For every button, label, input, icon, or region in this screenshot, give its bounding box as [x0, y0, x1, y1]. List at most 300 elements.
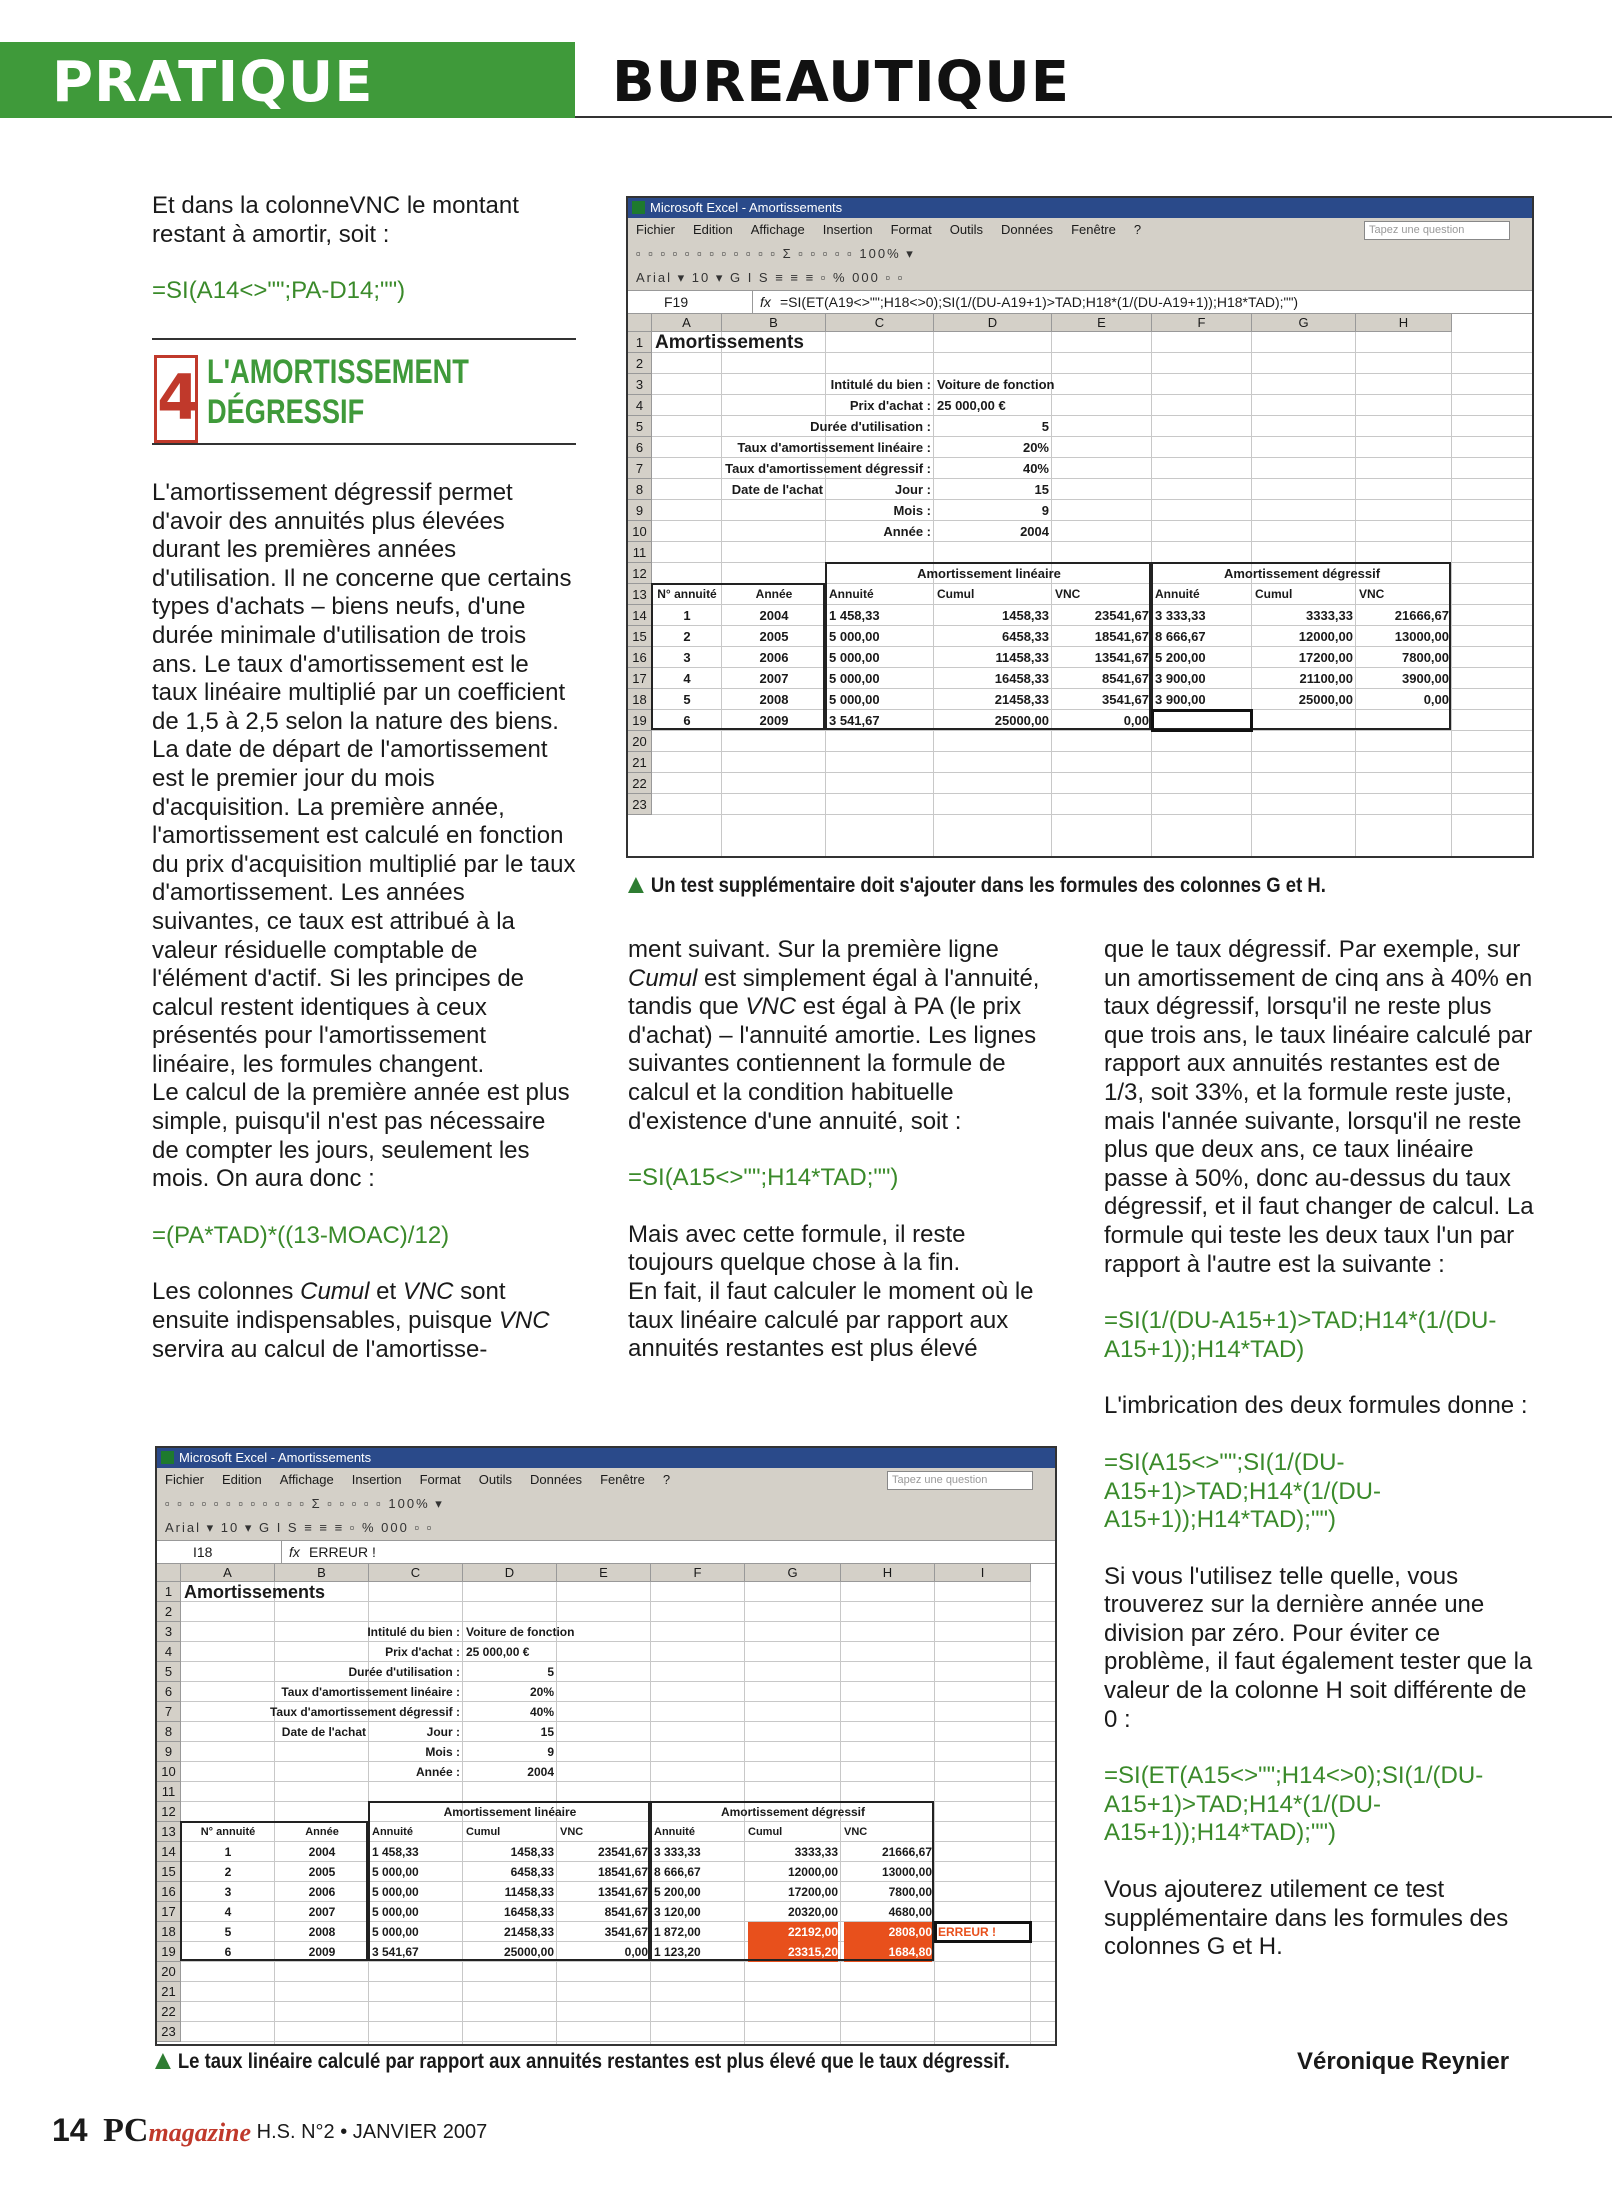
- text-run: est simplement égal à l'annuité, tandis que: [628, 964, 1040, 1021]
- lin-cumul: 6458,33: [510, 1865, 554, 1879]
- col3-para2: L'imbrication des deux formules donne :: [1104, 1392, 1528, 1420]
- row-header-15[interactable]: 15: [628, 626, 652, 647]
- gridline-row: [181, 2041, 1055, 2042]
- col1-top: [152, 192, 572, 334]
- lin-vnc: 23541,67: [597, 1845, 648, 1859]
- row-header-11[interactable]: 11: [157, 1782, 181, 1802]
- col1-para3: [152, 1278, 576, 1364]
- row-header-4[interactable]: 4: [157, 1642, 181, 1662]
- deg-annuite: 3 333,33: [654, 1845, 701, 1859]
- col3-para1: que le taux dégressif. Par exemple, sur un amortissement de cinq ans à 40% en taux dégressif, lorsqu'il ne reste plus que trois ans, le taux linéaire calculé par rapport aux annuités restantes est de 1/3, soit 33%, et la formule reste juste, mais l'année suivante, lorsqu'il ne reste plus que deux ans, ce taux linéaire passe à 50%, donc au-dessus du taux dégressif, et il faut changer de calcul. La formule qui teste les deux taux l'un par rapport à l'autre est la suivante :: [1104, 936, 1534, 1278]
- label-intitule: Intitulé du bien :: [367, 1625, 460, 1639]
- gridline-col: [274, 1582, 275, 2044]
- lin-annuite: 5 000,00: [829, 650, 880, 665]
- brand-pc: PC: [103, 2112, 149, 2149]
- column-label-1: Année: [755, 587, 793, 601]
- annuity-number: 3: [683, 650, 691, 665]
- triangle-icon: [155, 2053, 171, 2069]
- column-label-4: VNC: [1055, 587, 1081, 601]
- row-header-23[interactable]: 23: [157, 2022, 181, 2042]
- column-label-3: Cumul: [937, 587, 975, 601]
- gridline-row: [652, 541, 1532, 542]
- deg-cumul: 21100,00: [1299, 671, 1353, 686]
- deg-annuite: 1 123,20: [654, 1945, 701, 1959]
- header-rule: [575, 116, 1612, 118]
- gridline-row: [652, 772, 1532, 773]
- row-header-16[interactable]: 16: [157, 1882, 181, 1902]
- value-prix: 25 000,00 €: [937, 398, 1006, 413]
- label-duree: Durée d'utilisation :: [348, 1665, 460, 1679]
- ask-question-input[interactable]: Tapez une question: [887, 1471, 1033, 1490]
- excel-app-icon: [161, 1451, 174, 1464]
- column-label-1: Année: [305, 1826, 339, 1838]
- deg-annuite: 8 666,67: [1155, 629, 1206, 644]
- excel-app-icon: [632, 201, 645, 214]
- issue-info: H.S. N°2 • JANVIER 2007: [256, 2121, 488, 2143]
- value-annee: 2004: [1020, 524, 1049, 539]
- row-header-7[interactable]: 7: [628, 458, 652, 479]
- table-border-left: [651, 583, 825, 730]
- annuity-year: 2007: [308, 1905, 336, 1919]
- value-prix: 25 000,00 €: [466, 1645, 530, 1659]
- label-taux-degressif: Taux d'amortissement dégressif :: [725, 461, 931, 476]
- annuity-number: 4: [683, 671, 691, 686]
- deg-annuite: 3 900,00: [1155, 671, 1206, 686]
- column-label-5: Annuité: [654, 1826, 695, 1838]
- lin-cumul: 6458,33: [1002, 629, 1049, 644]
- format-toolbar[interactable]: Arial ▾ 10 ▾ G I S ≡ ≡ ≡ ▫ % 000 ▫ ▫: [636, 270, 905, 285]
- row-header-20[interactable]: 20: [157, 1962, 181, 1982]
- lin-annuite: 3 541,67: [829, 713, 880, 728]
- section-title: [207, 352, 469, 432]
- row-header-7[interactable]: 7: [157, 1702, 181, 1722]
- menu-item-0[interactable]: Fichier: [636, 222, 676, 237]
- menu-item-2[interactable]: Affichage: [279, 1472, 334, 1487]
- column-label-3: Cumul: [466, 1826, 501, 1838]
- gridline-row: [181, 1761, 1055, 1762]
- row-header-19[interactable]: 19: [157, 1942, 181, 1962]
- row-header-23[interactable]: 23: [628, 794, 652, 815]
- label-prix: Prix d'achat :: [385, 1645, 460, 1659]
- row-header-15[interactable]: 15: [157, 1862, 181, 1882]
- deg-cumul: 3333,33: [794, 1845, 838, 1859]
- col1-formula2: =(PA*TAD)*((13-MOAC)/12): [152, 1221, 450, 1249]
- deg-vnc: 1684,80: [844, 1942, 932, 1962]
- triangle-icon: [628, 877, 644, 893]
- row-header-2[interactable]: 2: [628, 353, 652, 374]
- column-label-7: VNC: [1359, 587, 1385, 601]
- menu-item-8[interactable]: ?: [662, 1472, 671, 1487]
- section-number: 4: [154, 355, 198, 443]
- group-header-lineaire: Amortissement linéaire: [917, 566, 1061, 581]
- menu-bar: [157, 1468, 1055, 1492]
- deg-vnc: 21666,67: [881, 1845, 932, 1859]
- deg-cumul: 3333,33: [1306, 608, 1353, 623]
- standard-toolbar[interactable]: ▫ ▫ ▫ ▫ ▫ ▫ ▫ ▫ ▫ ▫ ▫ ▫ Σ ▫ ▫ ▫ ▫ ▫ 100% ▾: [636, 246, 915, 261]
- row-header-22[interactable]: 22: [157, 2002, 181, 2022]
- deg-vnc: 2808,00: [844, 1922, 932, 1942]
- lin-annuite: 5 000,00: [372, 1865, 419, 1879]
- label-taux-degressif: Taux d'amortissement dégressif :: [269, 1705, 460, 1719]
- row-header-12[interactable]: 12: [628, 563, 652, 584]
- value-taux-lineaire: 20%: [1022, 440, 1049, 455]
- row-header-17[interactable]: 17: [628, 668, 652, 689]
- column-label-0: N° annuité: [657, 587, 717, 601]
- menu-item-5[interactable]: Outils: [949, 222, 984, 237]
- gridline-col: [934, 1582, 935, 2044]
- row-header-8[interactable]: 8: [157, 1722, 181, 1742]
- col3-para3: Si vous l'utilisez telle quelle, vous trouverez sur la dernière année une division par zéro. Pour éviter ce problème, il faut également tester que la valeur de la colonne H soit différente de 0 :: [1104, 1562, 1533, 1733]
- column-label-6: Cumul: [748, 1826, 783, 1838]
- brand-logo: [103, 2112, 251, 2149]
- lin-vnc: 3541,67: [604, 1925, 648, 1939]
- column-header-A[interactable]: A: [652, 314, 722, 332]
- value-duree: 5: [547, 1665, 554, 1679]
- selected-cell-F19[interactable]: [1151, 709, 1253, 732]
- deg-annuite: 8 666,67: [654, 1865, 701, 1879]
- row-header-6[interactable]: 6: [157, 1682, 181, 1702]
- column-header-F[interactable]: F: [1152, 314, 1252, 332]
- column-header-D[interactable]: D: [463, 1564, 557, 1582]
- lin-annuite: 1 458,33: [829, 608, 880, 623]
- row-header-14[interactable]: 14: [628, 605, 652, 626]
- deg-vnc: 7800,00: [888, 1885, 932, 1899]
- label-jour: Jour :: [894, 482, 931, 497]
- section-title-line2: DÉGRESSIF: [207, 393, 365, 431]
- lin-annuite: 5 000,00: [829, 671, 880, 686]
- value-mois: 9: [547, 1745, 554, 1759]
- row-header-3[interactable]: 3: [628, 374, 652, 395]
- annuity-year: 2008: [308, 1925, 336, 1939]
- text-run: sont ensuite indispensables, puisque: [152, 1278, 506, 1335]
- menu-item-7[interactable]: Fenêtre: [1071, 222, 1116, 237]
- lin-cumul: 1458,33: [1002, 608, 1049, 623]
- menu-item-7[interactable]: Fenêtre: [600, 1472, 645, 1487]
- menu-item-4[interactable]: Format: [890, 222, 932, 237]
- annuity-year: 2005: [759, 629, 789, 644]
- annuity-number: 5: [224, 1925, 232, 1939]
- gridline-row: [181, 2021, 1055, 2022]
- row-header-13[interactable]: 13: [157, 1822, 181, 1842]
- select-all[interactable]: [628, 314, 652, 332]
- annuity-year: 2004: [759, 608, 789, 623]
- value-intitule: Voiture de fonction: [937, 377, 1055, 392]
- deg-annuite: 5 200,00: [1155, 650, 1206, 665]
- row-header-19[interactable]: 19: [628, 710, 652, 731]
- deg-cumul: 12000,00: [787, 1865, 838, 1879]
- col3-body: [1104, 936, 1534, 1990]
- deg-vnc: 13000,00: [1394, 629, 1449, 644]
- formula-content[interactable]: ERREUR !: [309, 1544, 376, 1560]
- column-header-E[interactable]: E: [1052, 314, 1152, 332]
- ask-question-input[interactable]: Tapez une question: [1364, 221, 1510, 240]
- menu-item-8[interactable]: ?: [1133, 222, 1142, 237]
- text-run: Les colonnes: [152, 1278, 301, 1306]
- value-jour: 15: [1034, 482, 1049, 497]
- label-intitule: Intitulé du bien :: [830, 377, 931, 392]
- row-header-21[interactable]: 21: [157, 1982, 181, 2002]
- col3-formula2: =SI(A15<>"";SI(1/(DU-A15+1)>TAD;H14*(1/(DU-A15+1));H14*TAD);""): [1104, 1448, 1381, 1534]
- sheet-title: Amortissements: [655, 332, 804, 353]
- lin-cumul: 16458,33: [994, 671, 1049, 686]
- name-box[interactable]: I18: [157, 1541, 282, 1563]
- row-header-21[interactable]: 21: [628, 752, 652, 773]
- row-header-3[interactable]: 3: [157, 1622, 181, 1642]
- menu-item-1[interactable]: Edition: [222, 1472, 262, 1487]
- lin-vnc: 23541,67: [1094, 608, 1149, 623]
- lin-cumul: 1458,33: [510, 1845, 554, 1859]
- selected-cell-I18[interactable]: [934, 1921, 1032, 1943]
- name-box[interactable]: F19: [628, 291, 753, 313]
- row-header-5[interactable]: 5: [628, 416, 652, 437]
- row-header-14[interactable]: 14: [157, 1842, 181, 1862]
- menu-item-2[interactable]: Affichage: [750, 222, 805, 237]
- formula-bar[interactable]: [628, 290, 1532, 314]
- group-header-lineaire: Amortissement linéaire: [443, 1805, 577, 1819]
- select-all[interactable]: [157, 1564, 181, 1582]
- lin-annuite: 5 000,00: [372, 1885, 419, 1899]
- menu-item-1[interactable]: Edition: [693, 222, 733, 237]
- gridline-row: [181, 1981, 1055, 1982]
- annuity-number: 5: [683, 692, 691, 707]
- row-header-1[interactable]: 1: [157, 1582, 181, 1602]
- col1-formula1: =SI(A14<>"";PA-D14;""): [152, 277, 406, 305]
- gridline-row: [652, 793, 1532, 794]
- column-header-C[interactable]: C: [826, 314, 934, 332]
- lin-vnc: 13541,67: [1094, 650, 1149, 665]
- annuity-year: 2007: [759, 671, 789, 686]
- table-border-degressif: [1151, 562, 1451, 730]
- caption-2-text: Le taux linéaire calculé par rapport aux annuités restantes est plus élevé que le taux dégressif.: [177, 2050, 1010, 2073]
- lin-vnc: 3541,67: [1102, 692, 1149, 707]
- label-taux-lineaire: Taux d'amortissement linéaire :: [737, 440, 931, 455]
- lin-vnc: 18541,67: [1094, 629, 1149, 644]
- row-header-6[interactable]: 6: [628, 437, 652, 458]
- deg-vnc: 3900,00: [1402, 671, 1449, 686]
- section-title-line1: L'AMORTISSEMENT: [207, 353, 469, 391]
- table-border-lineaire: [368, 1801, 650, 1961]
- column-header-I[interactable]: I: [935, 1564, 1031, 1582]
- column-header-A[interactable]: A: [181, 1564, 275, 1582]
- deg-vnc: 21666,67: [1394, 608, 1449, 623]
- text-run-italic: VNC: [745, 993, 797, 1021]
- menu-item-3[interactable]: Insertion: [351, 1472, 402, 1487]
- gridline-row: [652, 814, 1532, 815]
- annuity-year: 2006: [308, 1885, 336, 1899]
- menu-item-4[interactable]: Format: [419, 1472, 461, 1487]
- menu-item-0[interactable]: Fichier: [165, 1472, 205, 1487]
- window-title: Microsoft Excel - Amortissements: [179, 1450, 372, 1465]
- col2-para3: En fait, il faut calculer le moment où le taux linéaire calculé par rapport aux annuités restantes est plus élevé: [628, 1277, 1034, 1363]
- menu-item-6[interactable]: Données: [1001, 222, 1054, 237]
- lin-cumul: 25000,00: [503, 1945, 554, 1959]
- value-taux-lineaire: 20%: [529, 1685, 554, 1699]
- text-run: servira au calcul de l'amortisse-: [152, 1335, 488, 1363]
- annuity-number: 3: [224, 1885, 232, 1899]
- spreadsheet-grid[interactable]: [157, 1564, 1055, 2044]
- label-duree: Durée d'utilisation :: [810, 419, 931, 434]
- title-bar: [628, 198, 1532, 218]
- value-duree: 5: [1041, 419, 1049, 434]
- value-taux-degressif: 40%: [1022, 461, 1049, 476]
- annuity-number: 6: [224, 1945, 232, 1959]
- column-label-0: N° annuité: [200, 1826, 256, 1838]
- table-border-lineaire: [825, 562, 1151, 730]
- gridline-col: [1451, 332, 1452, 856]
- section-label: PRATIQUE: [52, 50, 374, 115]
- row-header-12[interactable]: 12: [157, 1802, 181, 1822]
- format-toolbar[interactable]: Arial ▾ 10 ▾ G I S ≡ ≡ ≡ ▫ % 000 ▫ ▫: [165, 1520, 434, 1535]
- annuity-number: 1: [683, 608, 691, 623]
- column-header-G[interactable]: G: [745, 1564, 841, 1582]
- column-header-D[interactable]: D: [934, 314, 1052, 332]
- annuity-number: 2: [224, 1865, 232, 1879]
- lin-cumul: 16458,33: [503, 1905, 554, 1919]
- annuity-year: 2006: [759, 650, 789, 665]
- menu-item-5[interactable]: Outils: [478, 1472, 513, 1487]
- table-border-degressif: [650, 1801, 934, 1961]
- caption-1: [628, 874, 1326, 898]
- annuity-number: 1: [224, 1845, 232, 1859]
- deg-annuite: 3 333,33: [1155, 608, 1206, 623]
- table-border-left: [180, 1821, 368, 1961]
- lin-annuite: 5 000,00: [829, 692, 880, 707]
- section-rule-bottom: [152, 443, 576, 445]
- column-header-G[interactable]: G: [1252, 314, 1356, 332]
- deg-cumul: 23315,20: [748, 1942, 838, 1962]
- row-header-13[interactable]: 13: [628, 584, 652, 605]
- brand-magazine: magazine: [148, 2118, 252, 2147]
- row-header-10[interactable]: 10: [628, 521, 652, 542]
- annuity-number: 6: [683, 713, 691, 728]
- formula-bar[interactable]: [157, 1540, 1055, 1564]
- row-header-22[interactable]: 22: [628, 773, 652, 794]
- column-header-B[interactable]: B: [722, 314, 826, 332]
- column-header-E[interactable]: E: [557, 1564, 651, 1582]
- group-header-degressif: Amortissement dégressif: [720, 1805, 866, 1819]
- label-date-achat: Date de l'achat: [731, 482, 823, 497]
- annuity-number: 4: [224, 1905, 232, 1919]
- annuity-year: 2009: [308, 1945, 336, 1959]
- column-header-B[interactable]: B: [275, 1564, 369, 1582]
- category-title: BUREAUTIQUE: [612, 50, 1070, 115]
- gridline-col: [1030, 1582, 1031, 2044]
- lin-cumul: 11458,33: [504, 1885, 554, 1899]
- fx-icon: fx: [760, 294, 771, 310]
- text-run-italic: Cumul: [628, 964, 698, 992]
- fx-icon: fx: [289, 1544, 300, 1560]
- column-label-4: VNC: [560, 1826, 584, 1838]
- row-header-18[interactable]: 18: [628, 689, 652, 710]
- col2-body: [628, 936, 1048, 1392]
- formula-content[interactable]: =SI(ET(A19<>"";H18<>0);SI(1/(DU-A19+1)>TAD;H18*(1/(DU-A19+1));H18*TAD);""): [780, 294, 1299, 310]
- row-header-9[interactable]: 9: [628, 500, 652, 521]
- deg-cumul: 22192,00: [748, 1922, 838, 1942]
- lin-annuite: 1 458,33: [372, 1845, 419, 1859]
- column-label-6: Cumul: [1255, 587, 1293, 601]
- lin-annuite: 5 000,00: [372, 1925, 419, 1939]
- author-name: Véronique Reynier: [1297, 2048, 1510, 2075]
- row-header-1[interactable]: 1: [628, 332, 652, 353]
- row-header-5[interactable]: 5: [157, 1662, 181, 1682]
- row-header-2[interactable]: 2: [157, 1602, 181, 1622]
- row-header-8[interactable]: 8: [628, 479, 652, 500]
- deg-vnc: 7800,00: [1402, 650, 1449, 665]
- value-jour: 15: [540, 1725, 554, 1739]
- menu-item-3[interactable]: Insertion: [822, 222, 873, 237]
- col2-para1: [628, 936, 1048, 1136]
- section-banner: [0, 42, 575, 118]
- caption-2: [155, 2050, 1010, 2074]
- label-mois: Mois :: [893, 503, 931, 518]
- row-header-20[interactable]: 20: [628, 731, 652, 752]
- lin-cumul: 25000,00: [994, 713, 1049, 728]
- row-header-18[interactable]: 18: [157, 1922, 181, 1942]
- value-intitule: Voiture de fonction: [466, 1625, 575, 1639]
- standard-toolbar[interactable]: ▫ ▫ ▫ ▫ ▫ ▫ ▫ ▫ ▫ ▫ ▫ ▫ Σ ▫ ▫ ▫ ▫ ▫ 100% ▾: [165, 1496, 444, 1511]
- gridline-row: [181, 1781, 1055, 1782]
- text-run: et: [369, 1278, 403, 1306]
- column-label-2: Annuité: [829, 587, 874, 601]
- column-header-H[interactable]: H: [841, 1564, 935, 1582]
- column-header-H[interactable]: H: [1356, 314, 1452, 332]
- row-header-17[interactable]: 17: [157, 1902, 181, 1922]
- col3-para4: Vous ajouterez utilement ce test supplémentaire dans les formules des colonnes G et H.: [1104, 1876, 1509, 1961]
- menu-item-6[interactable]: Données: [530, 1472, 583, 1487]
- col1-para2: Le calcul de la première année est plus simple, puisqu'il n'est pas nécessaire de compter les jours, seulement les mois. On aura donc :: [152, 1079, 570, 1193]
- window-title: Microsoft Excel - Amortissements: [650, 200, 843, 215]
- group-header-degressif: Amortissement dégressif: [1223, 566, 1381, 581]
- row-header-10[interactable]: 10: [157, 1762, 181, 1782]
- deg-vnc: 13000,00: [881, 1865, 932, 1879]
- text-run-italic: VNC: [402, 1278, 454, 1306]
- spreadsheet-grid[interactable]: [628, 314, 1532, 856]
- deg-annuite: 1 872,00: [654, 1925, 701, 1939]
- label-jour: Jour :: [426, 1725, 460, 1739]
- annuity-year: 2004: [308, 1845, 336, 1859]
- footer: [52, 2112, 487, 2150]
- col3-formula1: =SI(1/(DU-A15+1)>TAD;H14*(1/(DU-A15+1));H14*TAD): [1104, 1307, 1497, 1363]
- label-annee: Année :: [883, 524, 931, 539]
- col1-para1: L'amortissement dégressif permet d'avoir des annuités plus élevées durant les premières années d'utilisation. Il ne concerne que certains types d'achats – biens neufs, d'une durée minimale d'utilisation de trois ans. Le taux d'amortissement est le taux linéaire multiplié par un coefficient de 1,5 à 2,5 selon la nature des biens. La date de départ de l'amortissement est le premier jour du mois d'acquisition. La première année, l'amortissement est calculé en fonction du prix d'acquisition multiplié par le taux d'amortissement. Les années suivantes, ce taux est attribué à la valeur résiduelle comptable de l'élément d'actif. Si les principes de calcul restent identiques à ceux présentés pour l'amortissement linéaire, les formules changent.: [152, 479, 576, 1078]
- value-taux-degressif: 40%: [529, 1705, 554, 1719]
- column-header-C[interactable]: C: [369, 1564, 463, 1582]
- row-header-11[interactable]: 11: [628, 542, 652, 563]
- section-rule-top: [152, 338, 576, 340]
- title-bar: [157, 1448, 1055, 1468]
- deg-annuite: 3 120,00: [654, 1905, 701, 1919]
- lin-vnc: 8541,67: [604, 1905, 648, 1919]
- col1-body: [152, 479, 576, 1392]
- label-date-achat: Date de l'achat: [281, 1725, 366, 1739]
- row-header-9[interactable]: 9: [157, 1742, 181, 1762]
- row-header-4[interactable]: 4: [628, 395, 652, 416]
- text-run-italic: Cumul: [300, 1278, 370, 1306]
- text-run: est égal à PA (le prix d'achat) – l'annuité amortie. Les lignes suivantes contiennent la formule de calcul et la condition habituelle d'existence d'une annuité, soit :: [628, 993, 1037, 1135]
- deg-cumul: 20320,00: [787, 1905, 838, 1919]
- row-header-16[interactable]: 16: [628, 647, 652, 668]
- column-header-F[interactable]: F: [651, 1564, 745, 1582]
- deg-cumul: 25000,00: [1298, 692, 1353, 707]
- col2-formula: =SI(A15<>"";H14*TAD;""): [628, 1164, 899, 1192]
- lin-cumul: 21458,33: [994, 692, 1049, 707]
- deg-annuite: 3 900,00: [1155, 692, 1206, 707]
- gridline-row: [652, 751, 1532, 752]
- column-label-2: Annuité: [372, 1826, 413, 1838]
- page-number: 14: [52, 2112, 88, 2148]
- lin-vnc: 8541,67: [1102, 671, 1149, 686]
- lin-vnc: 13541,67: [597, 1885, 648, 1899]
